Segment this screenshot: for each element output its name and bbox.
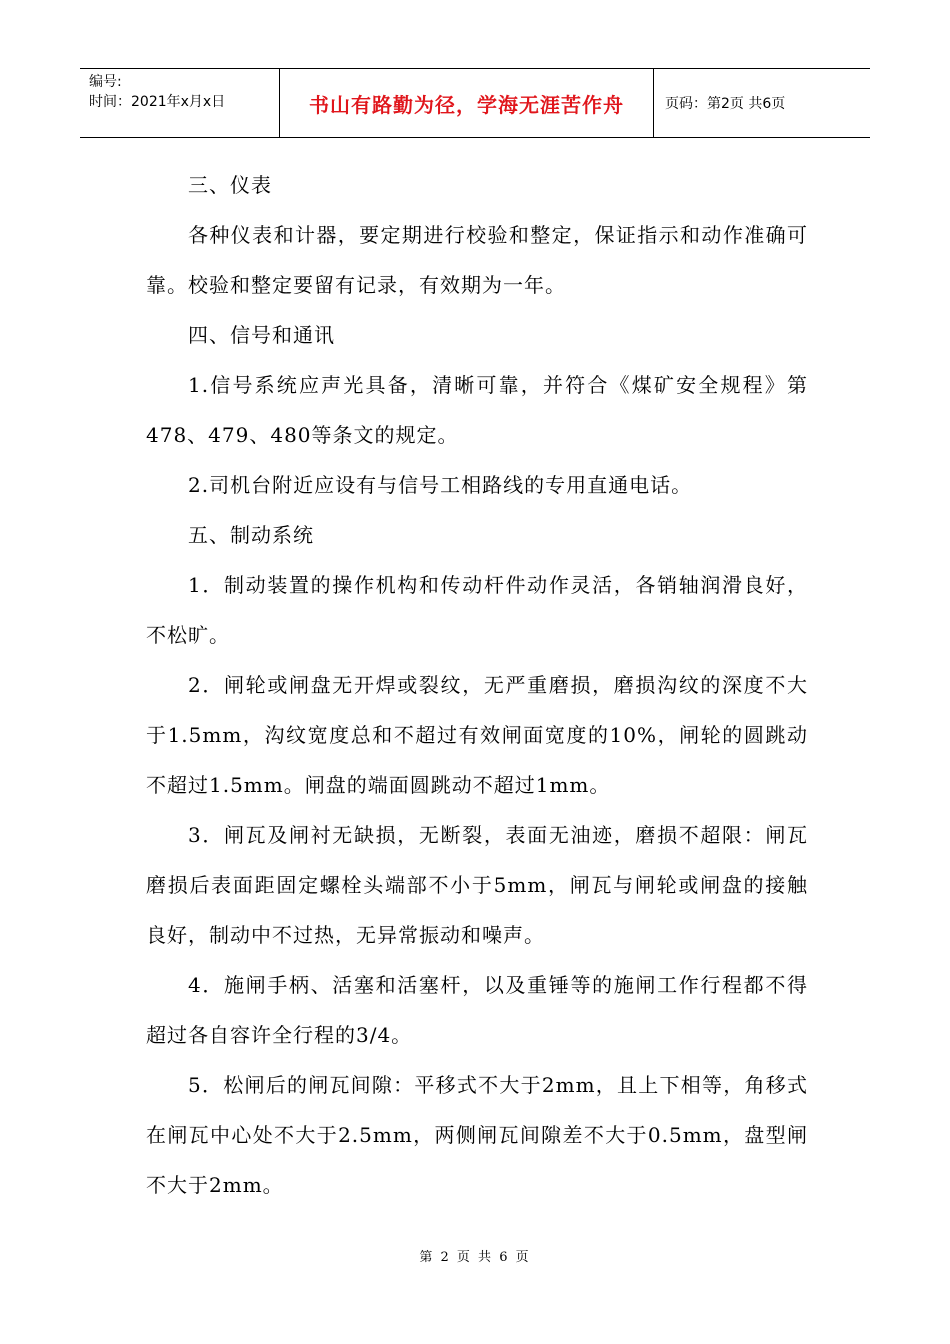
document-header xyxy=(80,68,870,138)
time-label: 时间：2021年x月x日 xyxy=(89,94,226,110)
section-heading-instruments: 三、仪表 xyxy=(188,173,272,197)
paragraph: 4．施闸手柄、活塞和活塞杆，以及重锤等的施闸工作行程都不得超过各自容许全行程的3/4。 xyxy=(146,973,808,1047)
section-heading-signals: 四、信号和通讯 xyxy=(188,323,335,347)
paragraph: 各种仪表和计器，要定期进行校验和整定，保证指示和动作准确可靠。校验和整定要留有记录，有效期为一年。 xyxy=(146,223,808,297)
paragraph: 1．制动装置的操作机构和传动杆件动作灵活，各销轴润滑良好，不松旷。 xyxy=(146,573,808,647)
doc-number-label: 编号: xyxy=(89,74,122,90)
document-body xyxy=(146,160,808,1210)
paragraph: 5．松闸后的闸瓦间隙：平移式不大于2mm，且上下相等，角移式在闸瓦中心处不大于2.5mm，两侧闸瓦间隙差不大于0.5mm，盘型闸不大于2mm。 xyxy=(146,1073,808,1197)
header-page-info: 页码：第2页 共6页 xyxy=(665,96,786,112)
paragraph: 1.信号系统应声光具备，清晰可靠，并符合《煤矿安全规程》第478、479、480等条文的规定。 xyxy=(146,373,808,447)
section-heading-brakes: 五、制动系统 xyxy=(188,523,314,547)
page-footer: 第 2 页 共 6 页 xyxy=(419,1250,531,1265)
paragraph: 2．闸轮或闸盘无开焊或裂纹，无严重磨损，磨损沟纹的深度不大于1.5mm，沟纹宽度总和不超过有效闸面宽度的10%，闸轮的圆跳动不超过1.5mm。闸盘的端面圆跳动不超过1mm。 xyxy=(146,673,808,797)
header-meta xyxy=(80,69,280,137)
paragraph: 3．闸瓦及闸衬无缺损，无断裂，表面无油迹，磨损不超限：闸瓦磨损后表面距固定螺栓头端部不小于5mm，闸瓦与闸轮或闸盘的接触良好，制动中不过热，无异常振动和噪声。 xyxy=(146,823,808,947)
header-motto: 书山有路勤为径，学海无涯苦作舟 xyxy=(280,69,654,137)
paragraph: 2.司机台附近应设有与信号工相路线的专用直通电话。 xyxy=(188,473,693,497)
